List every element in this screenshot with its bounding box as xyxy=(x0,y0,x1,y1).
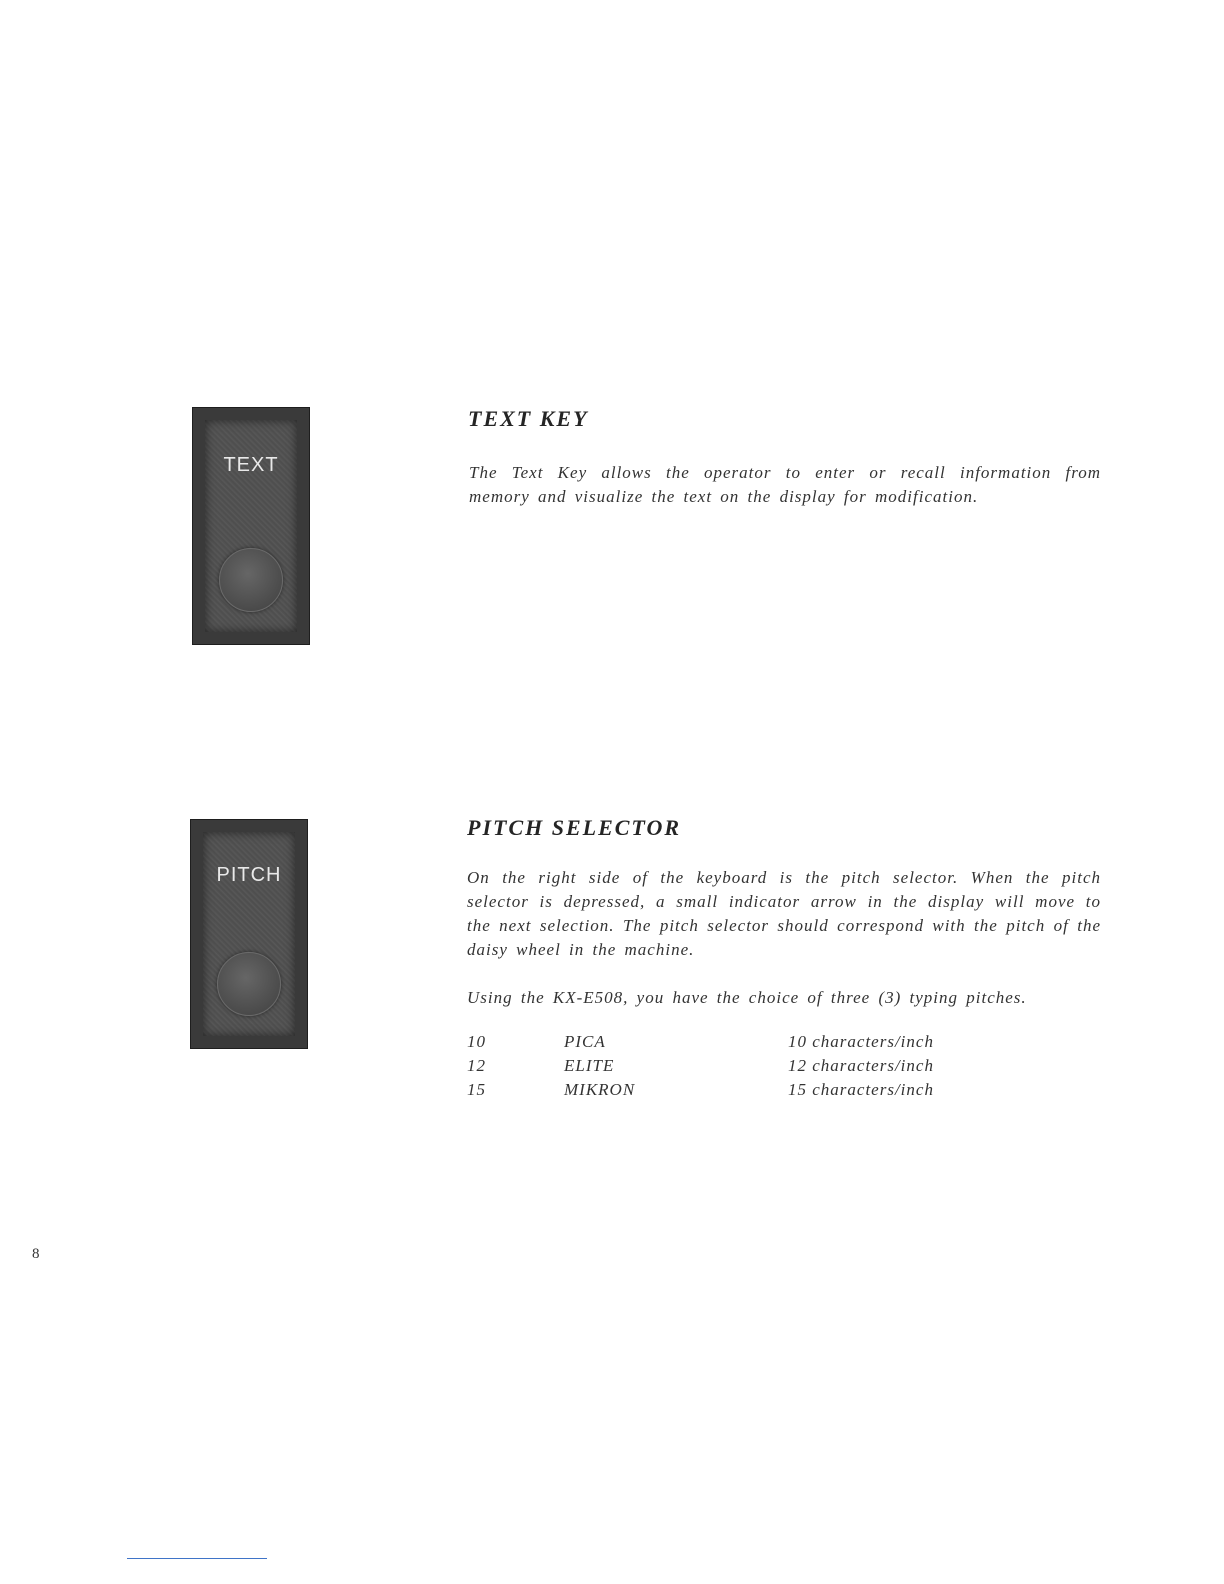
bottom-rule xyxy=(127,1558,267,1559)
pitch-key-label: PITCH xyxy=(216,864,282,886)
text-key-description: The Text Key allows the operator to enter or recall information from memory and visualize the text on the display for modification. xyxy=(469,463,1101,506)
pitch-name: PICA xyxy=(564,1032,606,1051)
text-key-label: TEXT xyxy=(223,454,279,476)
pitch-row xyxy=(467,1080,987,1104)
pitch-rate: 10 characters/inch xyxy=(788,1032,934,1051)
text-key-image xyxy=(192,407,310,645)
pitch-number: 12 xyxy=(467,1056,486,1075)
pitch-rate: 12 characters/inch xyxy=(788,1056,934,1075)
pitch-row xyxy=(467,1056,987,1080)
key-round-button xyxy=(219,548,283,612)
pitch-name: MIKRON xyxy=(564,1080,636,1099)
pitch-name: ELITE xyxy=(564,1056,615,1075)
pitch-selector-title: PITCH SELECTOR xyxy=(467,815,682,840)
pitch-number: 10 xyxy=(467,1032,486,1051)
pitch-table xyxy=(467,1032,987,1104)
text-key-title: TEXT KEY xyxy=(468,406,589,431)
pitch-row xyxy=(467,1032,987,1056)
pitch-choice-text: Using the KX-E508, you have the choice of three (3) typing pitches. xyxy=(467,988,1027,1007)
key-face xyxy=(205,420,297,632)
page-number: 8 xyxy=(32,1246,40,1262)
pitch-key-image xyxy=(190,819,308,1049)
pitch-number: 15 xyxy=(467,1080,486,1099)
key-face xyxy=(203,832,295,1036)
pitch-selector-description: On the right side of the keyboard is the pitch selector. When the pitch selector is depressed, a small indicator arrow in the display will move to the next selection. The pitch selector should correspond with the pitch of the daisy wheel in the machine. xyxy=(467,868,1101,959)
pitch-rate: 15 characters/inch xyxy=(788,1080,934,1099)
key-round-button xyxy=(217,952,281,1016)
